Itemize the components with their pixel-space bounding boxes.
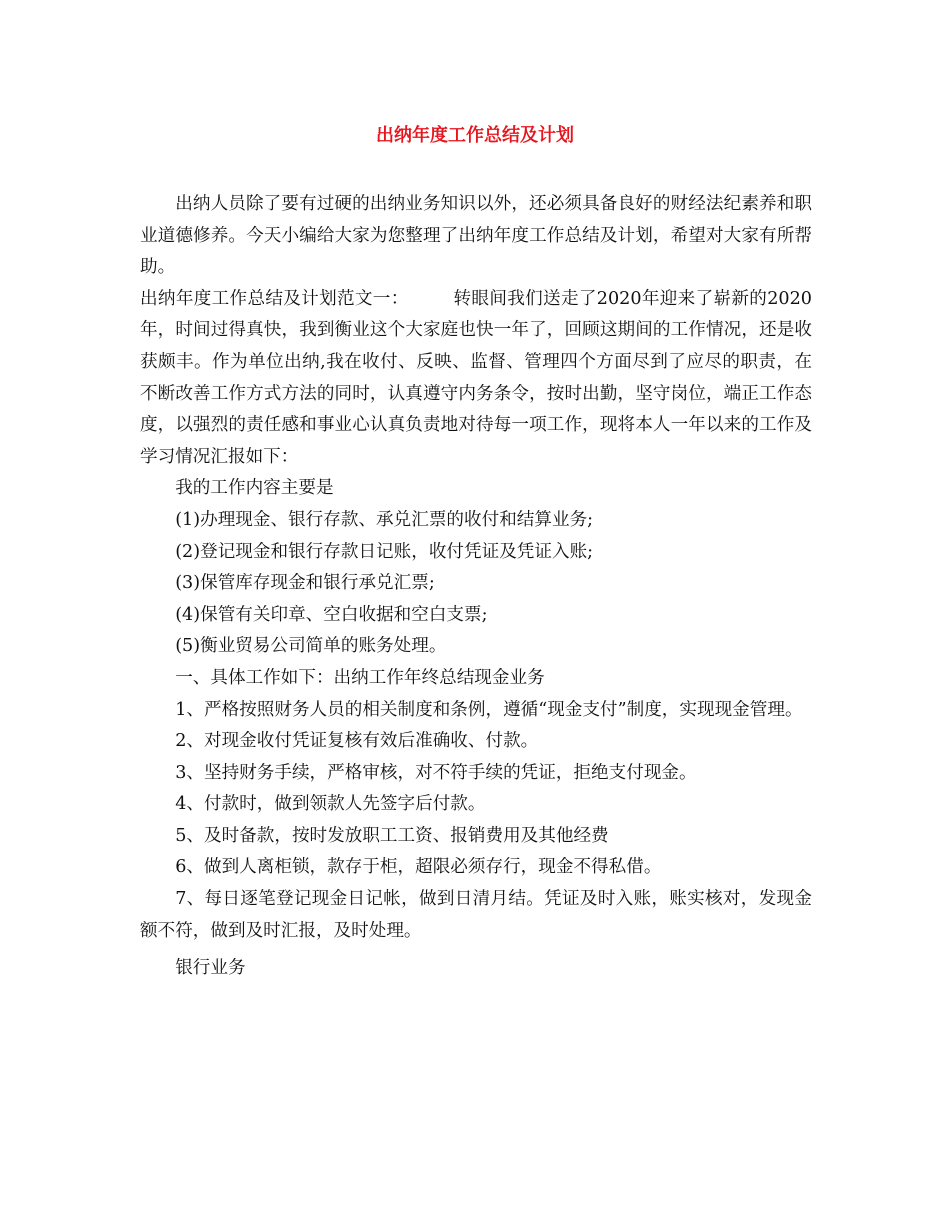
section-heading-cash: 一、具体工作如下：出纳工作年终总结现金业务 [175,667,545,688]
cash-rule-3: 3、坚持财务手续，严格审核，对不符手续的凭证，拒绝支付现金。 [175,762,697,783]
cash-rule-7: 7、每日逐笔登记现金日记帐，做到日清月结。凭证及时入账，账实核对，发现金额不符，做到及时汇报，及时处理。 [140,889,812,941]
cash-rule-5: 5、及时备款，按时发放职工工资、报销费用及其他经费 [175,825,609,846]
work-item-1: (1)办理现金、银行存款、承兑汇票的收付和结算业务; [175,509,594,530]
work-item-5: (5)衡业贸易公司简单的账务处理。 [175,636,447,657]
cash-rule-4: 4、付款时，做到领款人先签字后付款。 [175,794,486,815]
work-content-heading: 我的工作内容主要是 [175,478,334,499]
cash-rule-2: 2、对现金收付凭证复核有效后准确收、付款。 [175,731,539,752]
section-heading-bank: 银行业务 [175,958,246,979]
document-body [140,189,812,985]
cash-rule-6: 6、做到人离柜锁，款存于柜，超限必须存行，现金不得私借。 [175,857,662,878]
sample-paragraph: 出纳年度工作总结及计划范文一： 转眼间我们送走了2020年迎来了崭新的2020年，时间过得真快，我到衡业这个大家庭也快一年了，回顾这期间的工作情况，还是收获颇丰。作为单位出纳,我在收付、反映、监督、管理四个方面尽到了应尽的职责，在不断改善工作方式方法的同时，认真遵守内务条令，按时出勤，坚守岗位，端正工作态度，以强烈的责任感和事业心认真负责地对待每一项工作，现将本人一年以来的工作及学习情况汇报如下： [140,288,812,467]
work-item-2: (2)登记现金和银行存款日记账，收付凭证及凭证入账; [175,541,594,562]
work-item-3: (3)保管库存现金和银行承兑汇票; [175,573,435,594]
intro-paragraph: 出纳人员除了要有过硬的出纳业务知识以外，还必须具备良好的财经法纪素养和职业道德修养。今天小编给大家为您整理了出纳年度工作总结及计划，希望对大家有所帮助。 [140,194,812,278]
cash-rule-1: 1、严格按照财务人员的相关制度和条例，遵循“现金支付”制度，实现现金管理。 [175,699,803,720]
work-item-4: (4)保管有关印章、空白收据和空白支票; [175,604,488,625]
document-title: 出纳年度工作总结及计划 [376,125,574,146]
